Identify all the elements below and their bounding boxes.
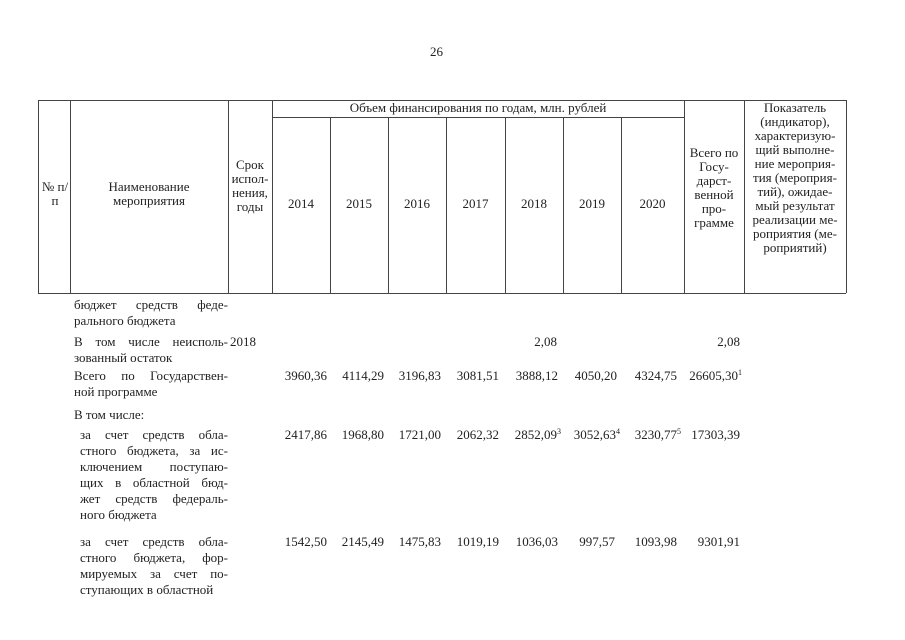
row-term: 2018 bbox=[230, 334, 256, 349]
row-value-2017: 3081,51 bbox=[456, 368, 499, 383]
row-value-2015: 2145,49 bbox=[341, 534, 384, 549]
row-value-2018: 3888,12 bbox=[515, 368, 558, 383]
row-name: Всего по Государствен- ной программе bbox=[74, 368, 228, 399]
footnote-marker: 4 bbox=[616, 427, 620, 436]
header-year-2014: 2014 bbox=[288, 196, 314, 211]
row-name: бюджет средств феде- рального бюджета bbox=[74, 297, 228, 328]
row-value-2014: 1542,50 bbox=[284, 534, 327, 549]
row-value-2015: 1968,80 bbox=[341, 427, 384, 442]
row-value-2019: 997,57 bbox=[579, 534, 615, 549]
row-name: В том числе: bbox=[74, 407, 145, 422]
row-value-2016: 3196,83 bbox=[398, 368, 441, 383]
row-name: В том числе неисполь- зованный остаток bbox=[74, 334, 228, 365]
footnote-marker: 5 bbox=[677, 427, 681, 436]
header-year-2016: 2016 bbox=[404, 196, 430, 211]
row-name: за счет средств обла- стного бюджета, за ис- ключением поступаю- щих в областной бюд- жет средств федераль- ного бюджета bbox=[80, 427, 228, 522]
row-value-2014: 2417,86 bbox=[284, 427, 327, 442]
row-value-2016: 1475,83 bbox=[398, 534, 441, 549]
row-value-2018: 1036,03 bbox=[515, 534, 558, 549]
footnote-marker: 3 bbox=[557, 427, 561, 436]
row-value-2015: 4114,29 bbox=[342, 368, 384, 383]
row-total: 17303,39 bbox=[691, 427, 740, 442]
row-name: за счет средств обла- стного бюджета, фор- мируемых за счет по- ступающих в областной bbox=[80, 534, 228, 597]
header-year-2017: 2017 bbox=[462, 196, 489, 211]
row-value-2014: 3960,36 bbox=[284, 368, 327, 383]
row-total: 9301,91 bbox=[697, 534, 740, 549]
row-value-2020: 1093,98 bbox=[634, 534, 677, 549]
header-year-2020: 2020 bbox=[639, 196, 666, 211]
row-value-2019: 3052,63$^4$ bbox=[573, 427, 620, 442]
header-funding-group: Объем финансирования по годам, млн. рублей bbox=[349, 100, 607, 115]
row-value-2017: 1019,19 bbox=[456, 534, 499, 549]
row-value-2018: 2,08 bbox=[534, 334, 557, 349]
row-value-2016: 1721,00 bbox=[398, 427, 441, 442]
header-col-indicator: Показатель (индикатор), характеризую-щий выполне-ние мероприя-тия (мероприя-тий), ожидае-мый результат реализации ме-роприятия (ме-роприятий) bbox=[752, 100, 838, 255]
footnote-marker: 1 bbox=[738, 368, 742, 377]
header-col-name: Наименование мероприятия bbox=[108, 179, 190, 208]
header-year-2019: 2019 bbox=[579, 196, 605, 211]
header-col-number: № п/п bbox=[41, 179, 69, 208]
row-total: 26605,30$^1$ bbox=[689, 368, 742, 383]
page-number: 26 bbox=[430, 44, 443, 59]
row-value-2020: 4324,75 bbox=[634, 368, 677, 383]
header-year-2015: 2015 bbox=[346, 196, 372, 211]
row-value-2019: 4050,20 bbox=[574, 368, 617, 383]
header-year-2018: 2018 bbox=[521, 196, 547, 211]
header-col-term: Срок испол-нения, годы bbox=[231, 157, 269, 214]
row-value-2018: 2852,09$^3$ bbox=[514, 427, 561, 442]
row-value-2020: 3230,77$^5$ bbox=[634, 427, 681, 442]
header-col-total: Всего по Госу-дарст-венной про-грамме bbox=[689, 145, 739, 230]
row-value-2017: 2062,32 bbox=[456, 427, 499, 442]
row-total: 2,08 bbox=[717, 334, 740, 349]
